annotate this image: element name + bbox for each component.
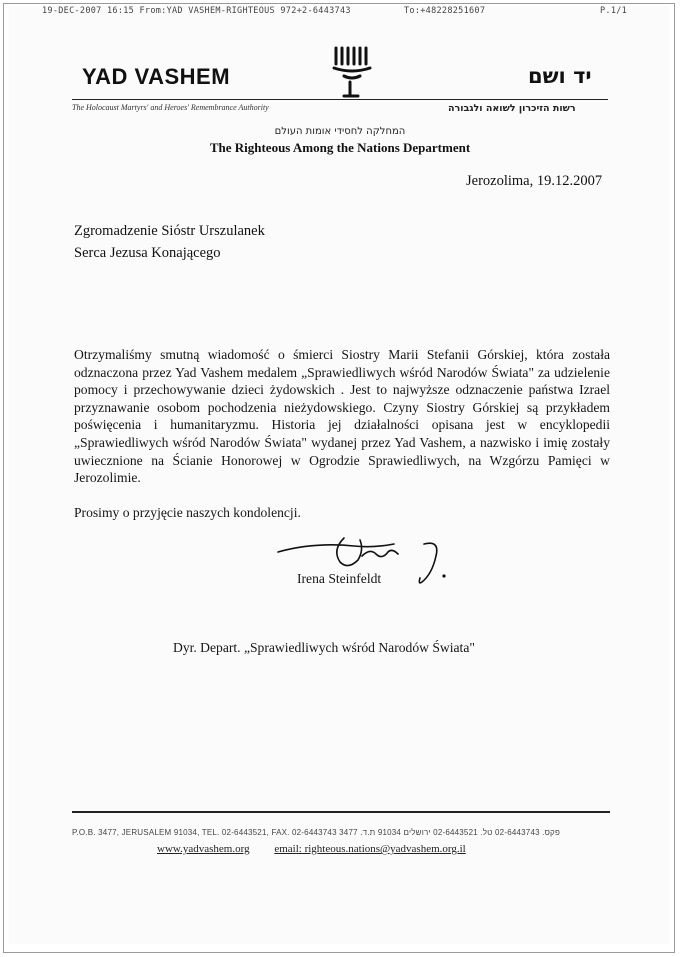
footer-links xyxy=(157,843,466,855)
email-link[interactable]: email: righteous.nations@yadvashem.org.il xyxy=(274,843,466,855)
letter-body: Otrzymaliśmy smutną wiadomość o śmierci Siostry Marii Stefanii Górskiej, która została odznaczona przez Yad Vashem medalem „Sprawiedliwych wśród Narodów Świata" za udzielenie pomocy i przechowywanie dzieci żydowskich . Jest to najwyższe odznaczenie państwa Izrael przyznawanie osobom pochodzenia nieżydowskiego. Czyny Siostry Górskiej są przykładem poświęcenia i humanitaryzmu. Historia jej działalności opisana jest w encyklopedii „Sprawiedliwych wśród Narodów Świata" wydanej przez Yad Vashem, a nazwisko i imię zostały uwiecznione na Ścianie Honorowej w Ogrodzie Sprawiedliwych, na Wzgórzu Pamięci w Jerozolimie. xyxy=(74,347,610,486)
letterhead-subtitle-hebrew: רשות הזיכרון לשואה ולגבורה xyxy=(448,103,576,114)
footer-rule xyxy=(72,811,610,813)
signer-title: Dyr. Depart. „Sprawiedliwych wśród Narodów Świata" xyxy=(173,640,475,655)
fax-header-page: P.1/1 xyxy=(600,6,628,16)
department-english: The Righteous Among the Nations Department xyxy=(209,140,471,155)
letterhead-rule xyxy=(72,99,608,100)
letterhead-subtitle-english: The Holocaust Martyrs' and Heroes' Remembrance Authority xyxy=(72,103,269,112)
place-date: Jerozolima, 19.12.2007 xyxy=(466,173,603,189)
fax-header-sender: 19-DEC-2007 16:15 From:YAD VASHEM-RIGHTEOUS 972+2-6443743 xyxy=(42,6,351,16)
website-link[interactable]: www.yadvashem.org xyxy=(157,843,250,855)
fax-header-recipient: To:+48228251607 xyxy=(404,6,486,16)
closing-line: Prosimy o przyjęcie naszych kondolencji. xyxy=(74,505,301,520)
letterhead-name-hebrew: יד ושם xyxy=(528,64,592,88)
recipient-line-1: Zgromadzenie Sióstr Urszulanek xyxy=(74,223,265,239)
signer-name: Irena Steinfeldt xyxy=(297,571,382,586)
footer-contact-line: P.O.B. 3477, JERUSALEM 91034, TEL. 02-6443521, FAX. 02-6443743 פקס. 02-6443743 טל. 02-6443521 ירושלים 91034 ת.ד. 3477 xyxy=(72,828,561,837)
department-hebrew: המחלקה לחסידי אומות העולם xyxy=(274,126,406,137)
recipient-line-2: Serca Jezusa Konającego xyxy=(74,245,221,261)
menorah-logo-icon xyxy=(330,44,374,102)
letterhead-name-english: YAD VASHEM xyxy=(82,64,231,89)
